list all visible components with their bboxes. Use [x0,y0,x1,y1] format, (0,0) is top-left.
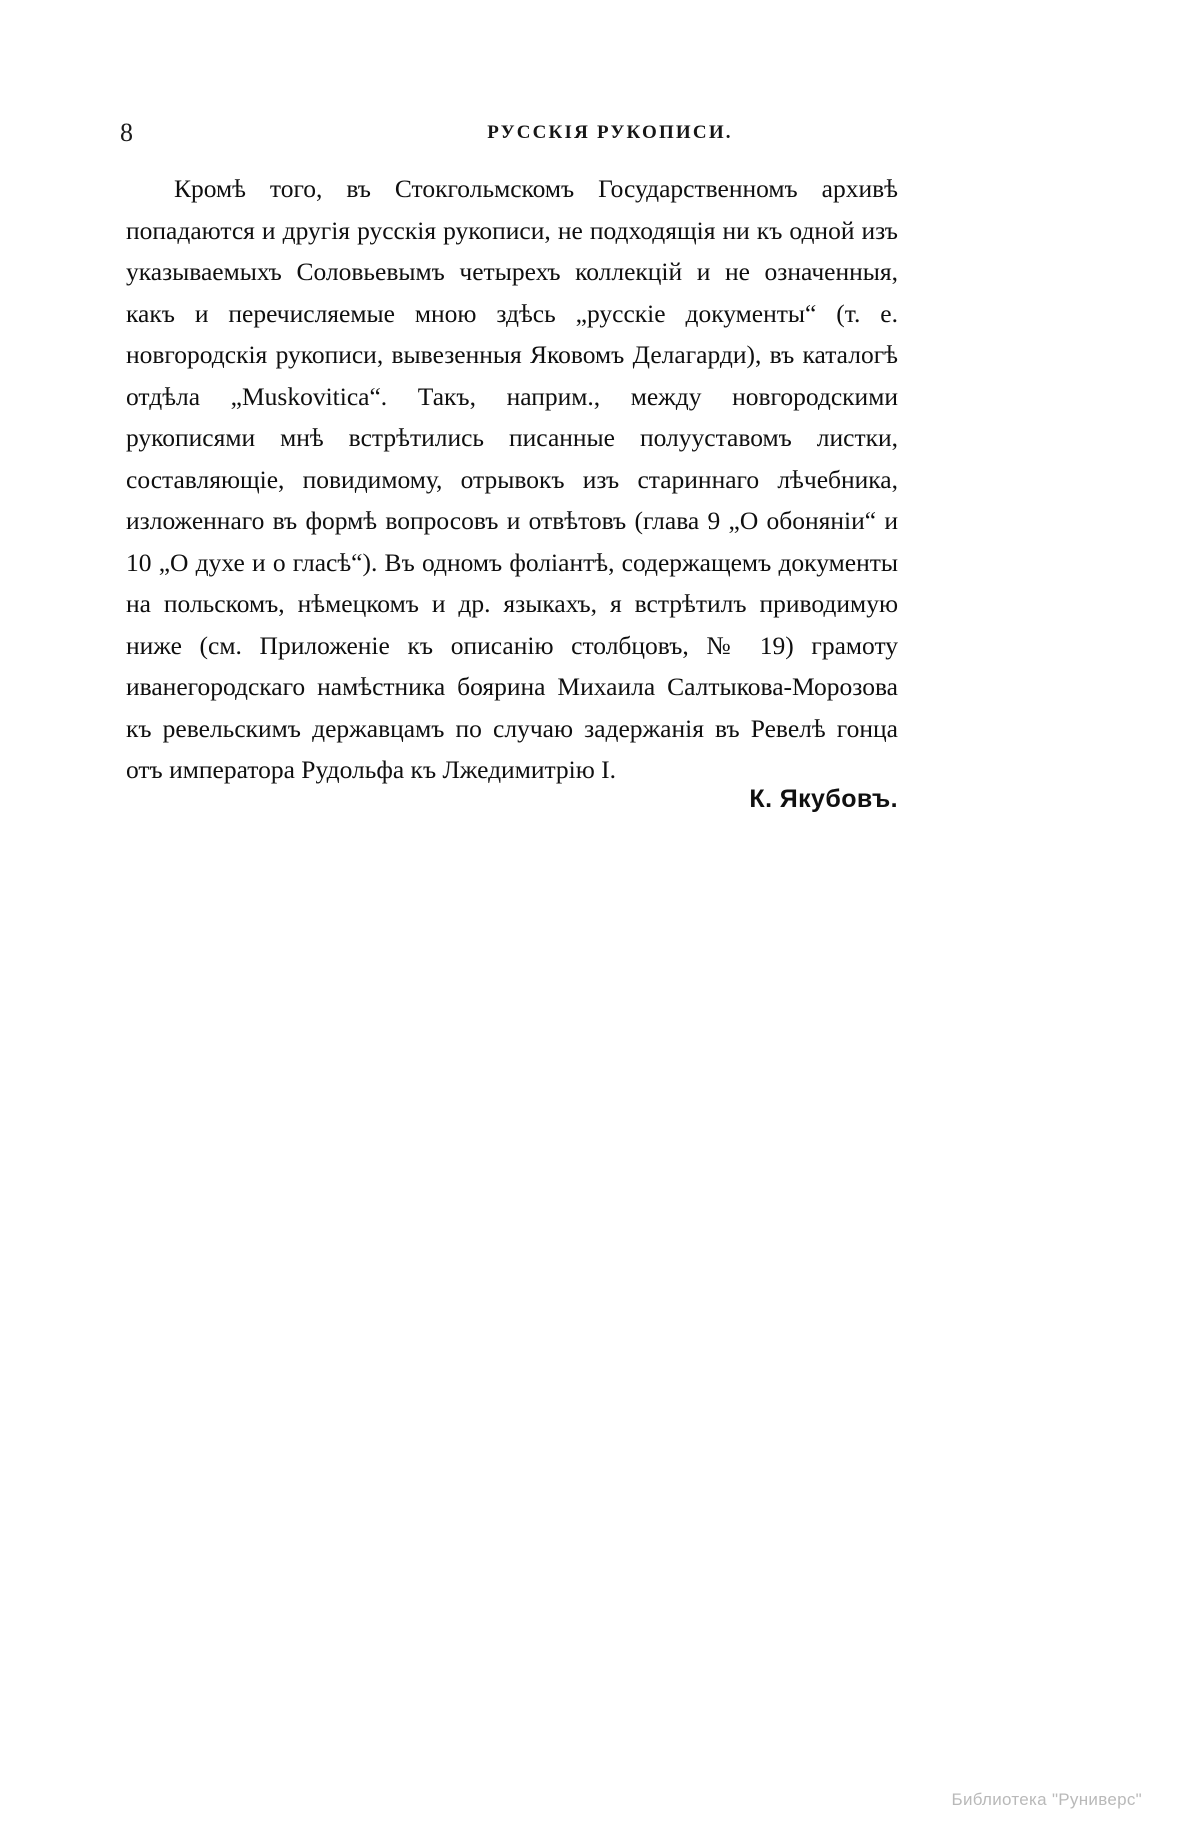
paragraph: Кромѣ того, въ Стокгольмскомъ Государственномъ архивѣ попадаются и другія русскія рукописи, не подходящія ни къ одной изъ указываемыхъ Соловьевымъ четырехъ коллекцій и не означенныя, какъ и перечисляемые мною здѣсь „русскіе документы“ (т. е. новгородскія рукописи, вывезенныя Яковомъ Делагарди), въ каталогѣ отдѣла „Muskovitica“. Такъ, наприм., между новгородскими рукописями мнѣ встрѣтились писанные полууставомъ листки, составляющіе, повидимому, отрывокъ изъ стариннаго лѣчебника, изложеннаго въ формѣ вопросовъ и отвѣтовъ (глава 9 „О обоняніи“ и 10 „О духе и о гласѣ“). Въ одномъ фоліантѣ, содержащемъ документы на польскомъ, нѣмецкомъ и др. языкахъ, я встрѣтилъ приводимую ниже (см. Приложеніе къ описанію столбцовъ, № 19) грамоту иванегородскаго намѣстника боярина Михаила Салтыкова-Морозова къ ревельскимъ державцамъ по случаю задержанія въ Ревелѣ гонца отъ императора Рудольфа къ Лжедимитрію I. [126,174,898,784]
folio-number: 8 [120,118,134,147]
body-text-block [126,168,898,791]
running-title: РУССКІЯ РУКОПИСИ. [487,122,733,143]
page-header [120,118,1080,148]
author-signature: К. Якубовъ. [749,785,898,813]
library-watermark: Библиотека "Руниверс" [951,1790,1142,1809]
